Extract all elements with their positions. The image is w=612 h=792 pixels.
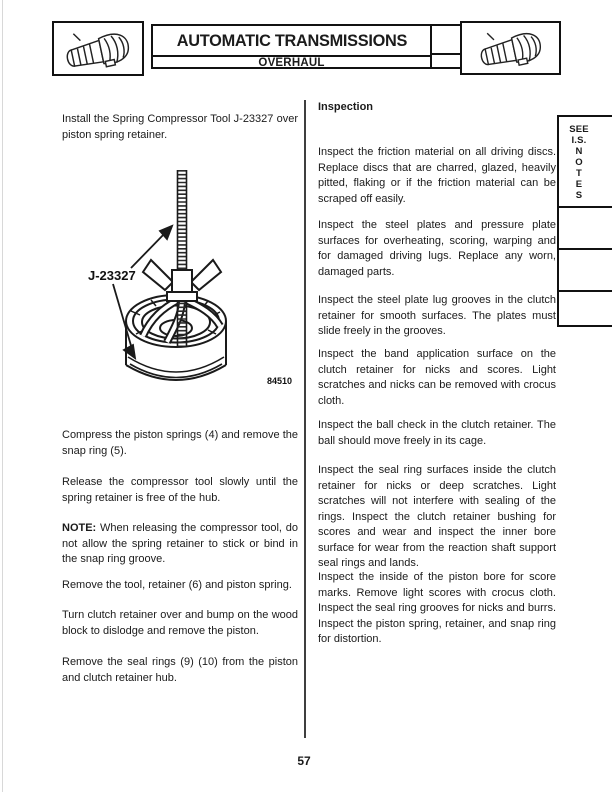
inspection-steel-plates: Inspect the steel plates and pressure plate surfaces for overheating, scoring, warping and for damaged driving lugs. Replace any worn, damaged parts. bbox=[318, 219, 556, 278]
spring-compressor-illustration bbox=[55, 152, 305, 395]
transmission-icon bbox=[466, 26, 556, 70]
inspection-seal-ring-surfaces: Inspect the seal ring surfaces inside the clutch retainer for nicks or deep scratches. Light scratches will not interfere with sealing of the rings. Inspect the clutch retainer bushing for scores and wear and inspect the inner bore surface for wear from the reaction shaft support seal rings and lands. bbox=[318, 464, 556, 569]
column-divider-line bbox=[304, 100, 306, 738]
figure-number: 84510 bbox=[267, 376, 293, 386]
note-text: When releasing the compressor tool, do not allow the spring retainer to stick or bind in the snap ring groove. bbox=[62, 522, 298, 565]
instruction-install-tool: Install the Spring Compressor Tool J-23327 over piston spring retainer. bbox=[62, 113, 298, 141]
header-right-illustration-box bbox=[460, 21, 561, 75]
threaded-rod bbox=[178, 170, 187, 346]
see-is-notes-sidebar bbox=[557, 115, 612, 327]
inspection-ball-check: Inspect the ball check in the clutch retainer. The ball should move freely in its cage. bbox=[318, 419, 556, 447]
transmission-icon bbox=[57, 26, 139, 72]
header-title-row bbox=[153, 26, 430, 57]
page-title: AUTOMATIC TRANSMISSIONS bbox=[176, 30, 407, 50]
page-subtitle: OVERHAUL bbox=[258, 57, 325, 69]
sidebar-line: E bbox=[575, 179, 583, 190]
inspection-lug-grooves: Inspect the steel plate lug grooves in the clutch retainer for smooth surfaces. The plates must slide freely in the grooves. bbox=[318, 294, 556, 337]
clutch-retainer-drum bbox=[126, 295, 226, 380]
page-number: 57 bbox=[297, 754, 311, 768]
instruction-turn-retainer: Turn clutch retainer over and bump on the wood block to dislodge and remove the piston. bbox=[62, 609, 298, 637]
header-title-box bbox=[151, 24, 432, 69]
sidebar-empty-cell bbox=[559, 206, 612, 248]
figure-tool-label: J-23327 bbox=[88, 268, 136, 283]
figure-spring-compressor bbox=[55, 152, 305, 395]
instruction-release-tool: Release the compressor tool slowly until the spring retainer is free of the hub. bbox=[62, 476, 298, 504]
header-subtitle-row bbox=[153, 57, 430, 69]
sidebar-line: N bbox=[575, 146, 583, 157]
inspection-band-surface: Inspect the band application surface on the clutch retainer for nicks and scores. Light scratches and nicks can be removed with crocus cloth. bbox=[318, 348, 556, 407]
sidebar-line: T bbox=[575, 168, 582, 179]
header-left-illustration-box bbox=[52, 21, 144, 76]
inspection-heading: Inspection bbox=[318, 101, 374, 113]
wing-nut bbox=[143, 260, 221, 301]
sidebar-empty-cell bbox=[559, 248, 612, 290]
sidebar-line: SEE bbox=[569, 124, 589, 135]
inspection-friction-material: Inspect the friction material on all driving discs. Replace discs that are charred, glazed, heavily pitted, flaking or if the friction material can be scraped off easily. bbox=[318, 146, 556, 205]
instruction-remove-tool: Remove the tool, retainer (6) and piston spring. bbox=[62, 579, 292, 591]
instruction-remove-seal-rings: Remove the seal rings (9) (10) from the piston and clutch retainer hub. bbox=[62, 656, 298, 684]
inspection-piston-bore: Inspect the inside of the piston bore for score marks. Remove light scores with crocus cloth. Inspect the seal ring grooves for nicks and burrs. Inspect the piston spring, retainer, and snap ring for distortion. bbox=[318, 571, 556, 645]
see-is-notes-label bbox=[559, 117, 599, 206]
sidebar-line: I.S. bbox=[571, 135, 587, 146]
sidebar-empty-cell bbox=[559, 290, 612, 329]
instruction-compress-springs: Compress the piston springs (4) and remove the snap ring (5). bbox=[62, 429, 298, 457]
sidebar-line: S bbox=[575, 190, 583, 201]
header-connector-lines bbox=[432, 24, 460, 69]
note-label: NOTE: bbox=[62, 522, 97, 534]
scan-edge-line bbox=[2, 0, 3, 792]
sidebar-line: O bbox=[575, 157, 583, 168]
note-paragraph bbox=[62, 521, 298, 568]
